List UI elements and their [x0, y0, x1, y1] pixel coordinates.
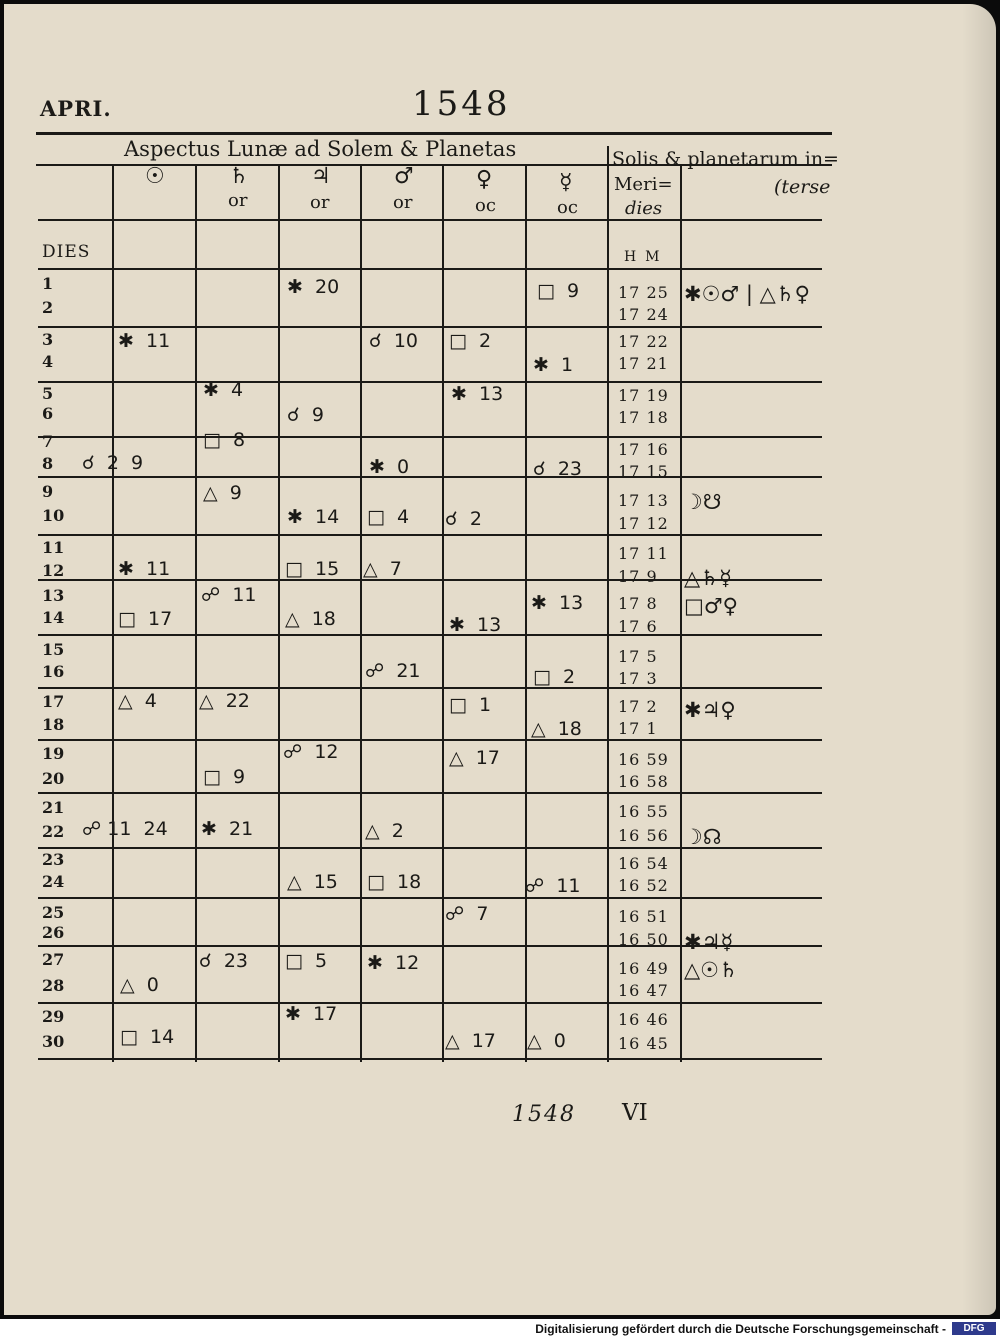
row-rule — [38, 268, 822, 270]
aspect-cell: □ 9 — [537, 280, 580, 302]
dfg-logo: DFG — [952, 1322, 996, 1335]
aspect-cell: □ 8 — [203, 429, 246, 451]
day-number: 29 — [42, 1007, 65, 1026]
row-rule — [38, 326, 822, 328]
day-number: 16 — [42, 662, 65, 681]
interplanet-aspect: ✱☉♂ | △♄♀ — [684, 282, 811, 306]
interplanet-aspect: △☉♄ — [684, 958, 738, 982]
footer-signature: VI — [622, 1100, 648, 1126]
day-number: 9 — [42, 482, 54, 501]
aspect-cell: ☌ 23 — [533, 458, 583, 480]
row-rule — [38, 792, 822, 794]
aspect-cell: ☌ 2 — [445, 508, 482, 530]
row-rule — [38, 476, 822, 478]
col-rule — [112, 165, 114, 1062]
aspect-cell: □ 15 — [285, 558, 340, 580]
meridies-time: 17 3 — [618, 669, 658, 688]
aspect-cell: ✱ 13 — [531, 592, 584, 614]
meridies-time: 16 59 — [618, 750, 669, 769]
planet-saturn-note: or — [228, 190, 248, 211]
aspect-cell: □ 9 — [203, 766, 246, 788]
footer-year: 1548 — [512, 1102, 576, 1127]
meridies-time: 16 55 — [618, 802, 669, 821]
aspect-cell: △ 9 — [203, 482, 242, 504]
title-sun-planets: Solis & planetarum in= — [612, 148, 839, 170]
day-number: 30 — [42, 1032, 65, 1051]
day-number: 14 — [42, 608, 65, 627]
aspect-cell: ✱ 17 — [285, 1003, 338, 1025]
aspect-cell: △ 18 — [531, 718, 582, 740]
meridies-time: 17 2 — [618, 697, 658, 716]
day-number: 15 — [42, 640, 65, 659]
aspect-cell: △ 17 — [449, 747, 500, 769]
planet-mars-symbol: ♂ — [394, 164, 414, 189]
aspect-cell: ☍ 21 — [365, 660, 421, 682]
meridies-time: 16 46 — [618, 1010, 669, 1029]
aspect-cell: □ 18 — [367, 871, 422, 893]
aspect-cell: ✱ 1 — [533, 354, 574, 376]
meridies-time: 16 45 — [618, 1034, 669, 1053]
day-number: 5 — [42, 384, 54, 403]
aspect-cell: ✱ 21 — [201, 818, 254, 840]
day-number: 12 — [42, 561, 65, 580]
day-number: 20 — [42, 769, 65, 788]
day-number: 23 — [42, 850, 65, 869]
meridies-time: 17 13 — [618, 491, 669, 510]
meridies-time: 17 24 — [618, 305, 669, 324]
title-aspects: Aspectus Lunæ ad Solem & Planetas — [124, 137, 517, 161]
row-rule — [38, 534, 822, 536]
day-number: 4 — [42, 352, 54, 371]
aspect-cell: □ 2 — [533, 666, 576, 688]
row-rule — [38, 897, 822, 899]
row-rule — [38, 1058, 822, 1060]
planet-sun-symbol: ☉ — [145, 164, 165, 189]
aspect-cell: ☌ 10 — [369, 330, 419, 352]
aspect-cell: ✱ 4 — [203, 379, 244, 401]
meridies-label-1: Meri= — [614, 174, 673, 195]
planet-saturn-symbol: ♄ — [229, 164, 249, 189]
row-rule — [38, 634, 822, 636]
credit-text: Digitalisierung gefördert durch die Deutsche Forschungsgemeinschaft - — [535, 1322, 946, 1336]
aspect-cell: △ 4 — [118, 690, 157, 712]
aspect-cell: ☍ 11 24 — [82, 818, 168, 840]
day-number: 17 — [42, 692, 65, 711]
meridies-time: 17 5 — [618, 647, 658, 666]
aspect-cell: ✱ 12 — [367, 952, 420, 974]
planet-mercury-note: oc — [557, 197, 578, 218]
col-rule — [525, 165, 527, 1062]
aspect-cell: ✱ 14 — [287, 506, 340, 528]
aspect-cell: △ 7 — [363, 558, 402, 580]
planet-jupiter-symbol: ♃ — [311, 164, 331, 189]
meridies-time: 17 12 — [618, 514, 669, 533]
day-number: 3 — [42, 330, 54, 349]
aspect-cell: ✱ 0 — [369, 456, 410, 478]
day-number: 24 — [42, 872, 65, 891]
aspect-cell: □ 2 — [449, 330, 492, 352]
meridies-time: 17 11 — [618, 544, 669, 563]
planet-venus-symbol: ♀ — [476, 167, 493, 192]
aspect-cell: □ 4 — [367, 506, 410, 528]
meridies-time: 17 21 — [618, 354, 669, 373]
aspect-cell: ✱ 13 — [449, 614, 502, 636]
day-number: 21 — [42, 798, 65, 817]
col-rule — [680, 165, 682, 1062]
col-rule — [195, 165, 197, 1062]
aspect-cell: ✱ 13 — [451, 383, 504, 405]
meridies-time: 16 54 — [618, 854, 669, 873]
meridies-time: 17 25 — [618, 283, 669, 302]
meridies-time: 17 16 — [618, 440, 669, 459]
aspect-cell: ✱ 11 — [118, 558, 171, 580]
day-number: 27 — [42, 950, 65, 969]
book-page — [4, 4, 996, 1315]
interplanet-aspect: ☽☊ — [684, 825, 722, 849]
planet-jupiter-note: or — [310, 192, 330, 213]
row-rule — [38, 1002, 822, 1004]
running-head-month: APRI. — [40, 96, 112, 121]
meridies-time: 16 49 — [618, 959, 669, 978]
interplanet-aspect: □♂♀ — [684, 594, 739, 618]
aspect-cell: □ 5 — [285, 950, 328, 972]
day-number: 1 — [42, 274, 54, 293]
row-rule — [38, 381, 822, 383]
aspect-cell: ☍ 7 — [445, 903, 489, 925]
meridies-time: 16 50 — [618, 930, 669, 949]
day-number: 13 — [42, 586, 65, 605]
day-number: 22 — [42, 822, 65, 841]
planet-mars-note: or — [393, 192, 413, 213]
aspect-cell: ☌ 2 9 — [82, 452, 144, 474]
row-rule — [38, 436, 822, 438]
aspect-cell: ☍ 12 — [283, 741, 339, 763]
meridies-time: 17 15 — [618, 462, 669, 481]
aspect-cell: ☍ 11 — [201, 584, 257, 606]
meridies-time: 16 56 — [618, 826, 669, 845]
row-rule — [38, 739, 822, 741]
running-head-year: 1548 — [412, 84, 511, 124]
meridies-time: 17 22 — [618, 332, 669, 351]
aspect-cell: △ 17 — [445, 1030, 496, 1052]
aspect-cell: ☍ 11 — [525, 875, 581, 897]
day-number: 7 — [42, 432, 54, 451]
col-rule-sun — [607, 146, 609, 1062]
interplanet-aspect: ✱♃♀ — [684, 698, 736, 722]
aspect-cell: ✱ 11 — [118, 330, 171, 352]
meridies-time: 16 47 — [618, 981, 669, 1000]
aspect-cell: ☌ 9 — [287, 404, 324, 426]
aspect-cell: △ 0 — [527, 1030, 566, 1052]
meridies-time: 17 6 — [618, 617, 658, 636]
row-rule — [38, 687, 822, 689]
aspect-cell: □ 14 — [120, 1026, 175, 1048]
day-number: 25 — [42, 903, 65, 922]
dies-label: DIES — [42, 242, 91, 262]
col-rule — [278, 165, 280, 1062]
credit-bar — [0, 1319, 1000, 1339]
meridies-label-2: dies — [625, 198, 663, 219]
day-number: 10 — [42, 506, 65, 525]
meridies-time: 16 52 — [618, 876, 669, 895]
planet-mercury-symbol: ☿ — [559, 170, 573, 195]
aspect-cell: △ 0 — [120, 974, 159, 996]
day-number: 8 — [42, 454, 54, 473]
meridies-time: 16 51 — [618, 907, 669, 926]
day-number: 26 — [42, 923, 65, 942]
meridies-time: 17 9 — [618, 567, 658, 586]
hours-minutes-label: H M — [624, 249, 660, 265]
day-number: 18 — [42, 715, 65, 734]
aspect-cell: △ 18 — [285, 608, 336, 630]
aspect-cell: □ 1 — [449, 694, 492, 716]
aspect-cell: △ 22 — [199, 690, 250, 712]
day-number: 2 — [42, 298, 54, 317]
meridies-time: 17 19 — [618, 386, 669, 405]
aspect-cell: △ 15 — [287, 871, 338, 893]
day-number: 19 — [42, 744, 65, 763]
interplanet-aspect: △♄☿ — [684, 566, 732, 590]
interplanet-aspect: ✱♃☿ — [684, 930, 734, 954]
meridies-time: 16 58 — [618, 772, 669, 791]
aspect-cell: △ 2 — [365, 820, 404, 842]
planet-venus-note: oc — [475, 195, 496, 216]
meridies-time: 17 18 — [618, 408, 669, 427]
day-number: 11 — [42, 538, 65, 557]
interplanet-aspect: ☽☋ — [684, 490, 722, 514]
meridies-time: 17 1 — [618, 719, 658, 738]
top-rule — [36, 132, 832, 135]
aspect-cell: ☌ 23 — [199, 950, 249, 972]
title-sun-planets-cont: (terse — [774, 176, 831, 198]
row-rule — [38, 219, 822, 221]
day-number: 28 — [42, 976, 65, 995]
aspect-cell: □ 17 — [118, 608, 173, 630]
meridies-time: 17 8 — [618, 594, 658, 613]
col-rule — [442, 165, 444, 1062]
col-rule — [360, 165, 362, 1062]
day-number: 6 — [42, 404, 54, 423]
aspect-cell: ✱ 20 — [287, 276, 340, 298]
